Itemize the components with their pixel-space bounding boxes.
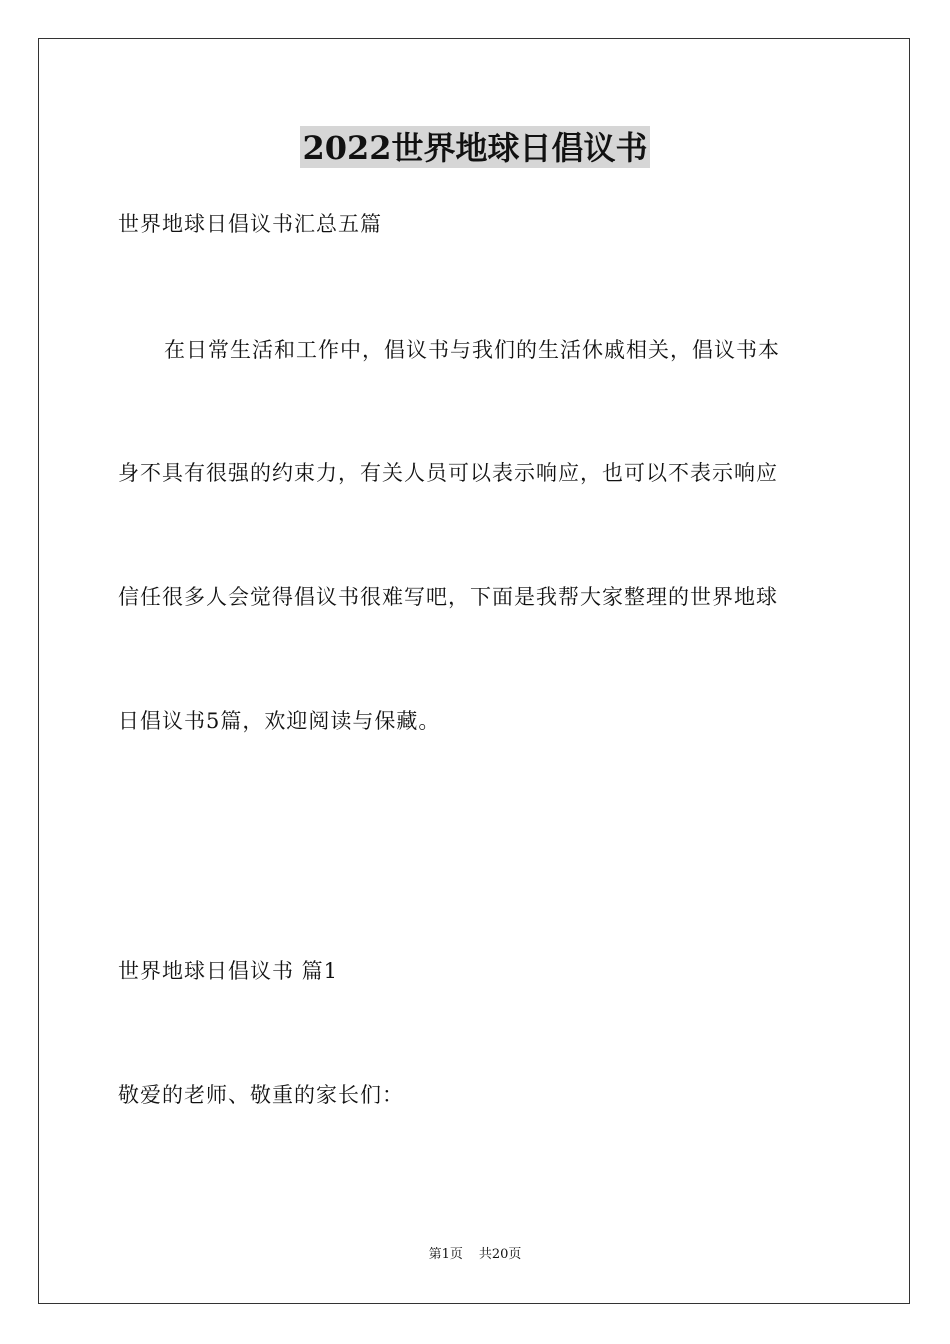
intro-paragraph-line: 身不具有很强的约束力，有关人员可以表示响应，也可以不表示响应: [118, 461, 778, 485]
intro-paragraph-line: 日倡议书5篇，欢迎阅读与保藏。: [118, 709, 441, 733]
intro-paragraph-line: 信任很多人会觉得倡议书很难写吧，下面是我帮大家整理的世界地球: [118, 585, 778, 609]
document-subtitle: 世界地球日倡议书汇总五篇: [118, 212, 382, 236]
section-heading: 世界地球日倡议书 篇1: [118, 959, 339, 983]
page-footer: [0, 1246, 950, 1264]
intro-paragraph-line: 在日常生活和工作中，倡议书与我们的生活休戚相关，倡议书本: [164, 338, 780, 362]
page-number: 第1页: [428, 1247, 463, 1262]
document-title-text: 2022世界地球日倡议书: [300, 126, 649, 168]
salutation: 敬爱的老师、敬重的家长们：: [118, 1083, 404, 1107]
document-title: [0, 126, 950, 168]
page-total: 共20页: [478, 1247, 522, 1262]
